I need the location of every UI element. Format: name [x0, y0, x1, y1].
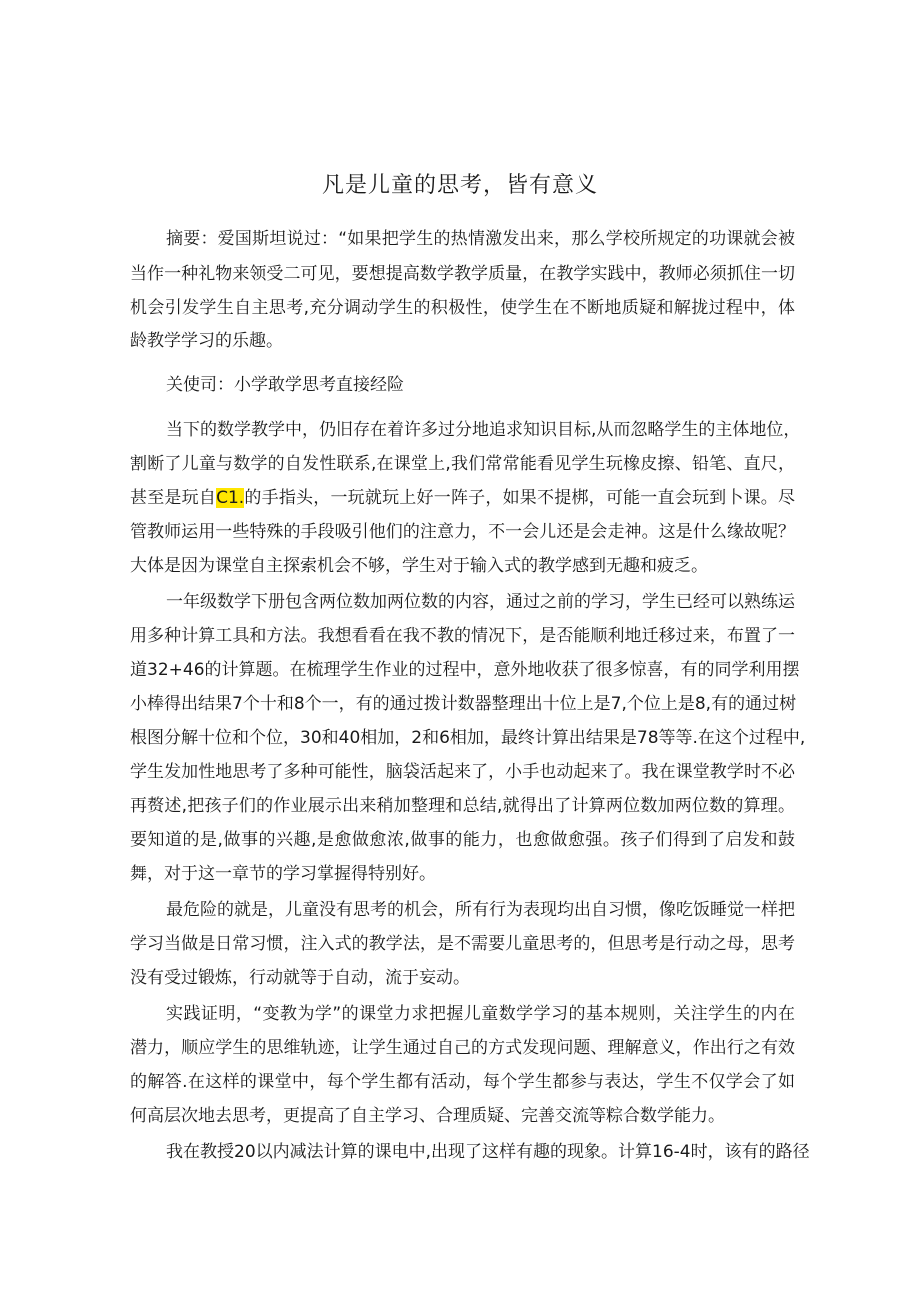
paragraph-2-line-3: 道32+46的计算题。在梳理学生作业的过程中，意外地收获了很多惊喜，有的同学利用摆 [130, 660, 800, 680]
paragraph-3-line-3: 没有受过锻炼，行动就等于自动，流于妄动。 [130, 968, 470, 988]
paragraph-2-line-8: 要知道的是,做事的兴趣,是愈做愈浓,做事的能力，也愈做愈强。孩子们得到了启发和鼓 [130, 830, 795, 850]
paragraph-4-line-3: 的解答.在这样的课堂中，每个学生都有活动，每个学生都参与表达，学生不仅学会了如 [130, 1072, 795, 1092]
paragraph-2-line-2: 用多种计算工具和方法。我想看看在我不教的情况下，是否能顺利地迁移过来，布置了一 [130, 626, 795, 646]
paragraph-2-line-9: 舞，对于这一章节的学习掌握得特别好。 [130, 864, 436, 884]
paragraph-1-line-3-start: 甚至是玩自 [130, 488, 217, 508]
abstract-line-2: 当作一种礼物来领受二可见，要想提高数学教学质量，在教学实践中，教师必须抓住一切 [130, 264, 795, 284]
paragraph-1-line-3 [130, 487, 795, 509]
paragraph-4-line-2: 潜力，顺应学生的思维轨迹，让学生通过自己的方式发现问题、理解意义，作出行之有效 [130, 1038, 795, 1058]
paragraph-1-line-2: 割断了儿童与数学的自发性联系,在课堂上,我们常常能看见学生玩橡皮擦、铅笔、直尺， [130, 454, 795, 474]
paragraph-3-line-1: 最危险的就是，儿童没有思考的机会，所有行为表现均出自习惯，像吃饭睡觉一样把 [166, 900, 795, 920]
paragraph-1-line-5: 大体是因为课堂自主探索机会不够，学生对于输入式的教学感到无趣和疲乏。 [130, 556, 708, 576]
paragraph-4-line-4: 何高层次地去思考，更提高了自主学习、合理质疑、完善交流等粽合数学能力。 [130, 1106, 725, 1126]
paragraph-2-line-6: 学生发加性地思考了多种可能性，脑袋活起来了，小手也动起来了。我在课堂教学时不必 [130, 762, 795, 782]
paragraph-1-line-3-end: 的手指头，一玩就玩上好一阵子，如果不提梆，可能一直会玩到卜课。尽 [244, 488, 796, 508]
abstract-line-4: 龄教学学习的乐趣。 [130, 331, 283, 351]
paragraph-3-line-2: 学习当做是日常习惯，注入式的教学法，是不需要儿童思考的，但思考是行动之母，思考 [130, 934, 795, 954]
keywords-line: 关使司：小学敢学思考直接经险 [166, 375, 404, 395]
abstract-line-1: 摘要：爱国斯坦说过：“如果把学生的热情激发出来，那么学校所规定的功课就会被 [166, 229, 795, 249]
paragraph-5-line-1: 我在教授20以内减法计算的课电中,出现了这样有趣的现象。计算16-4时，该有的路径 [166, 1142, 810, 1162]
highlighted-text: C1. [216, 488, 245, 508]
paragraph-2-line-1: 一年级数学下册包含两位数加两位数的内容，通过之前的学习，学生已经可以熟练运 [166, 592, 795, 612]
paragraph-1-line-1: 当下的数学教学中，仍旧存在着许多过分地追求知识目标,从而忽略学生的主体地位， [166, 420, 801, 440]
document-title: 凡是儿童的思考，皆有意义 [321, 173, 598, 198]
paragraph-2-line-7: 再赘述,把孩子们的作业展示出来稍加整理和总结,就得出了计算两位数加两位数的算理。 [130, 796, 795, 816]
paragraph-4-line-1: 实践证明，“变教为学”的课堂力求把握儿童数学学习的基本规则，关注学生的内在 [166, 1004, 795, 1024]
paragraph-2-line-5: 根图分解十位和个位，30和40相加，2和6相加，最终计算出结果是78等等.在这个过程中, [130, 728, 806, 748]
paragraph-2-line-4: 小棒得出结果7个十和8个一，有的通过拨计数器整理出十位上是7,个位上是8,有的通过树 [130, 694, 797, 714]
paragraph-1-line-4: 管教师运用一些特殊的手段吸引他们的注意力，不一会儿还是会走神。这是什么缘故呢？ [130, 522, 795, 542]
abstract-line-3: 机会引发学生自主思考,充分调动学生的积极性，使学生在不断地质疑和解拢过程中，体 [130, 298, 795, 318]
